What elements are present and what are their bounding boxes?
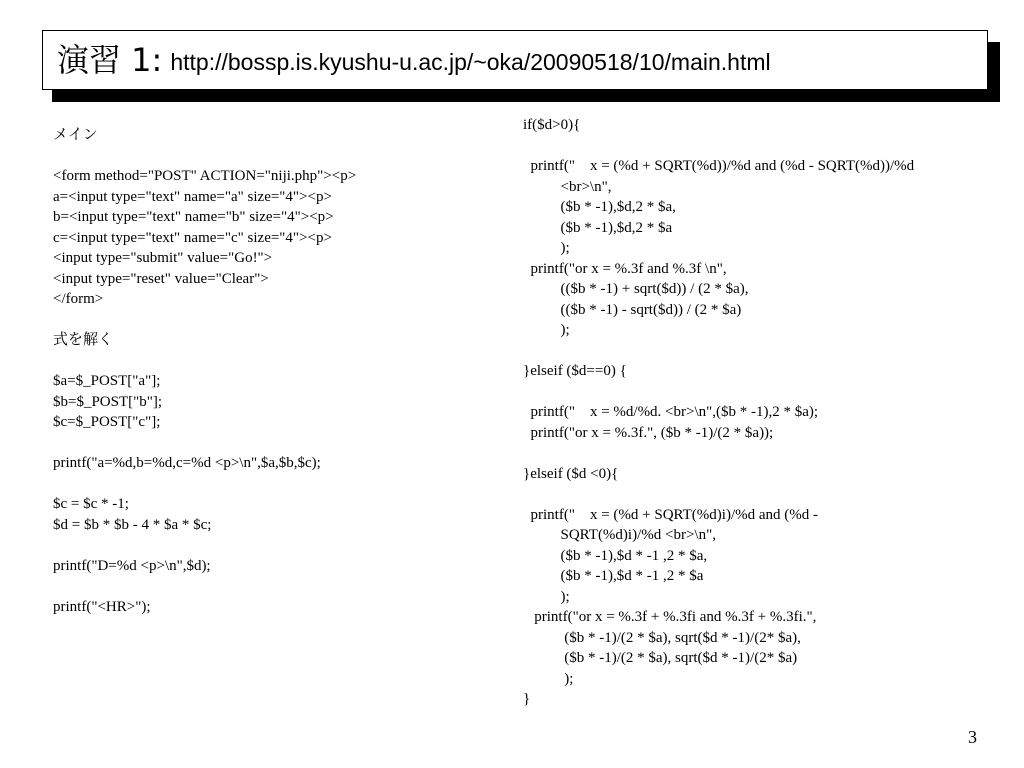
page-number: 3 xyxy=(968,727,977,747)
code-line xyxy=(53,576,356,597)
code-line: a=<input type="text" name="a" size="4"><p> xyxy=(53,188,332,205)
code-line: ); xyxy=(523,670,574,687)
code-line: </form> xyxy=(53,291,104,307)
code-line xyxy=(53,310,356,331)
code-line: if($d>0){ xyxy=(523,117,581,133)
title-prefix: 演習 1: xyxy=(57,41,163,79)
code-line: ($b * -1),$d,2 * $a xyxy=(523,219,673,236)
code-line: printf(" x = (%d + SQRT(%d))/%d and (%d - SQRT(%d))/%d xyxy=(523,158,915,174)
code-line: printf("a=%d,b=%d,c=%d <p>\n",$a,$b,$c); xyxy=(53,455,321,471)
code-line: printf(" x = (%d + SQRT(%d)i)/%d and (%d - xyxy=(523,506,818,523)
code-line xyxy=(53,351,356,372)
code-line xyxy=(523,136,914,157)
code-line: } xyxy=(523,691,531,707)
code-line: printf("D=%d <p>\n",$d); xyxy=(53,557,211,574)
code-line xyxy=(523,341,914,362)
code-line: <input type="submit" value="Go!"> xyxy=(53,250,273,266)
code-line: $c=$_POST["c"]; xyxy=(53,414,161,430)
code-line: printf("or x = %.3f and %.3f \n", xyxy=(523,260,727,277)
code-line: $b=$_POST["b"]; xyxy=(53,393,163,410)
code-line: <form method="POST" ACTION="niji.php"><p> xyxy=(53,168,357,184)
code-line: SQRT(%d)i)/%d <br>\n", xyxy=(523,527,716,543)
code-line: ($b * -1)/(2 * $a), sqrt($d * -1)/(2* $a) xyxy=(523,650,798,666)
code-line: $a=$_POST["a"]; xyxy=(53,373,161,389)
code-line xyxy=(53,474,356,495)
code-line: }elseif ($d <0){ xyxy=(523,465,619,482)
code-line: ); xyxy=(523,322,570,338)
code-line: }elseif ($d==0) { xyxy=(523,363,627,379)
code-line: c=<input type="text" name="c" size="4"><p> xyxy=(53,229,332,246)
code-line: (($b * -1) + sqrt($d)) / (2 * $a), xyxy=(523,281,749,297)
code-line: <input type="reset" value="Clear"> xyxy=(53,270,269,287)
code-line xyxy=(53,433,356,454)
code-line: (($b * -1) - sqrt($d)) / (2 * $a) xyxy=(523,301,742,318)
code-line xyxy=(53,146,356,167)
right-code-column xyxy=(523,115,914,710)
code-line: $d = $b * $b - 4 * $a * $c; xyxy=(53,516,212,533)
code-line: ($b * -1),$d,2 * $a, xyxy=(523,199,676,215)
code-line xyxy=(523,443,914,464)
code-line: b=<input type="text" name="b" size="4"><p> xyxy=(53,209,334,225)
code-line: $c = $c * -1; xyxy=(53,496,129,512)
code-line xyxy=(523,484,914,505)
code-line: ($b * -1)/(2 * $a), sqrt($d * -1)/(2* $a), xyxy=(523,629,801,646)
code-line: 式を解く xyxy=(53,332,114,348)
code-line: printf(" x = %d/%d. <br>\n",($b * -1),2 * $a); xyxy=(523,404,819,420)
code-line: printf("<HR>"); xyxy=(53,598,151,615)
code-line xyxy=(53,535,356,556)
code-line: printf("or x = %.3f.", ($b * -1)/(2 * $a)); xyxy=(523,424,774,441)
code-line: ($b * -1),$d * -1 ,2 * $a, xyxy=(523,547,708,564)
code-line: ($b * -1),$d * -1 ,2 * $a xyxy=(523,568,704,584)
left-code-column xyxy=(53,125,356,617)
slide-title xyxy=(42,30,988,90)
code-line: <br>\n", xyxy=(523,178,612,195)
code-line xyxy=(523,382,914,403)
title-url: http://bossp.is.kyushu-u.ac.jp/~oka/20090518/10/main.html xyxy=(170,48,771,75)
code-line: ); xyxy=(523,588,570,605)
code-line: printf("or x = %.3f + %.3fi and %.3f + %.3fi.", xyxy=(523,609,817,625)
code-line: ); xyxy=(523,240,570,256)
code-line: メイン xyxy=(53,127,98,143)
